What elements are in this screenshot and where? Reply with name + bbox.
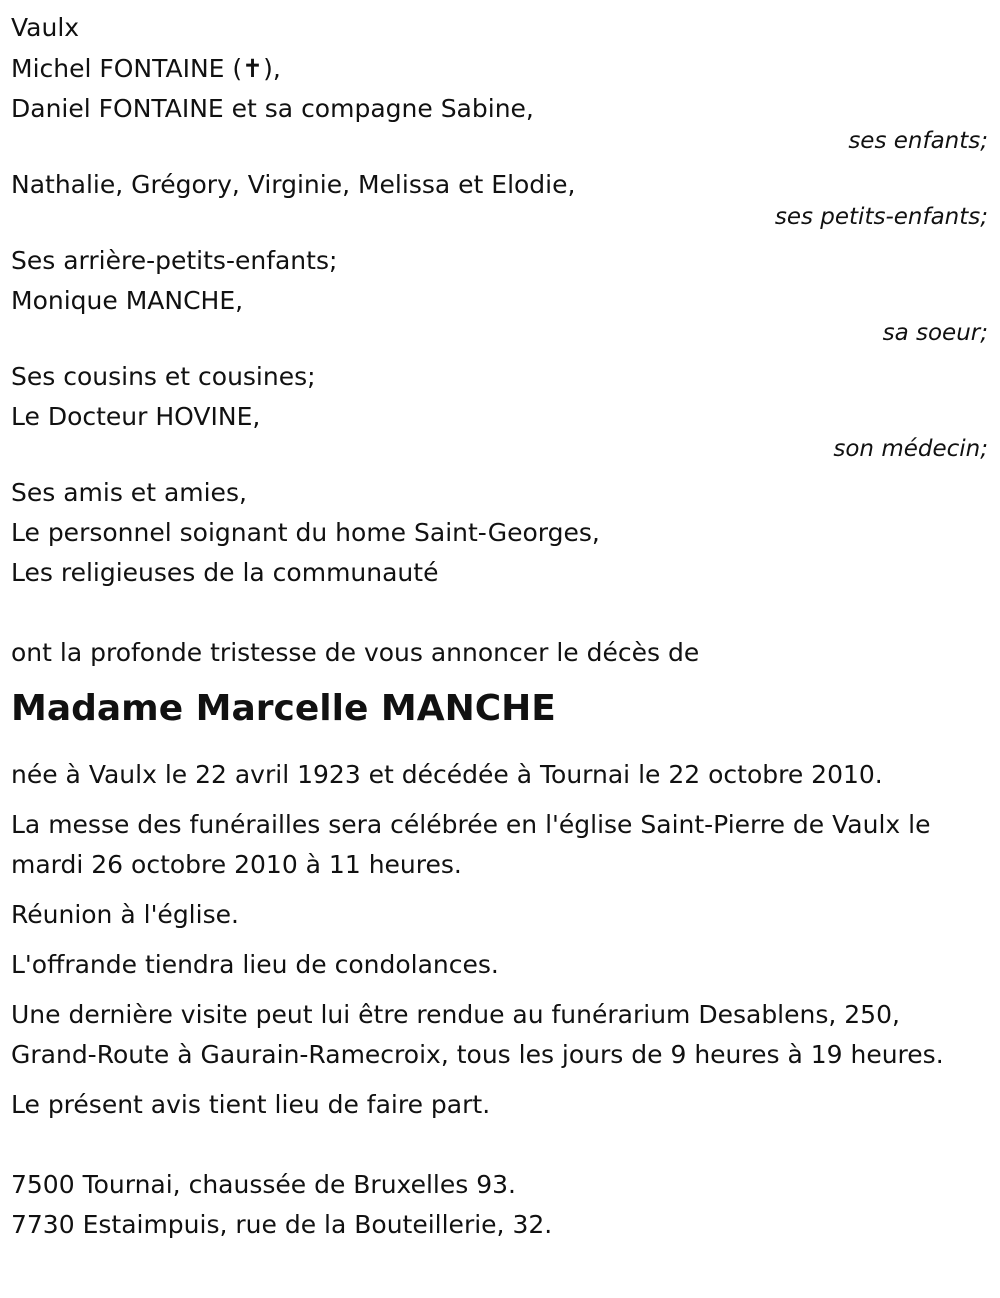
deceased-name: Madame Marcelle MANCHE	[11, 688, 556, 729]
relation-doctor: son médecin;	[833, 436, 988, 462]
offering-info: L'offrande tiendra lieu de condolances.	[11, 950, 499, 979]
family-line-staff: Le personnel soignant du home Saint-Georges,	[11, 518, 600, 547]
address-line-2: 7730 Estaimpuis, rue de la Bouteillerie, 32.	[11, 1210, 553, 1239]
family-line-great-grandchildren: Ses arrière-petits-enfants;	[11, 246, 338, 275]
relation-sister: sa soeur;	[882, 320, 988, 346]
family-line-friends: Ses amis et amies,	[11, 478, 247, 507]
family-line-cousins: Ses cousins et cousines;	[11, 362, 316, 391]
family-line-michel: Michel FONTAINE (✝),	[11, 54, 281, 83]
address-line-1: 7500 Tournai, chaussée de Bruxelles 93.	[11, 1170, 516, 1199]
funeral-mass-info: La messe des funérailles sera célébrée en l'église Saint-Pierre de Vaulx le mardi 26 octobre 2010 à 11 heures.	[11, 810, 931, 879]
announcement-intro: ont la profonde tristesse de vous annoncer le décès de	[11, 638, 700, 667]
family-line-grandchildren: Nathalie, Grégory, Virginie, Melissa et Elodie,	[11, 170, 576, 199]
family-line-daniel: Daniel FONTAINE et sa compagne Sabine,	[11, 94, 534, 123]
meeting-info: Réunion à l'église.	[11, 900, 239, 929]
family-line-sister: Monique MANCHE,	[11, 286, 244, 315]
relation-children: ses enfants;	[848, 128, 988, 154]
notice-info: Le présent avis tient lieu de faire part.	[11, 1090, 491, 1119]
family-line-doctor: Le Docteur HOVINE,	[11, 402, 261, 431]
visit-info: Une dernière visite peut lui être rendue au funérarium Desablens, 250, Grand-Route à Gaurain-Ramecroix, tous les jours de 9 heures à 19 heures.	[11, 1000, 944, 1069]
city-heading: Vaulx	[11, 13, 80, 42]
birth-death-dates: née à Vaulx le 22 avril 1923 et décédée à Tournai le 22 octobre 2010.	[11, 760, 883, 789]
family-line-nuns: Les religieuses de la communauté	[11, 558, 439, 587]
relation-grandchildren: ses petits-enfants;	[774, 204, 988, 230]
